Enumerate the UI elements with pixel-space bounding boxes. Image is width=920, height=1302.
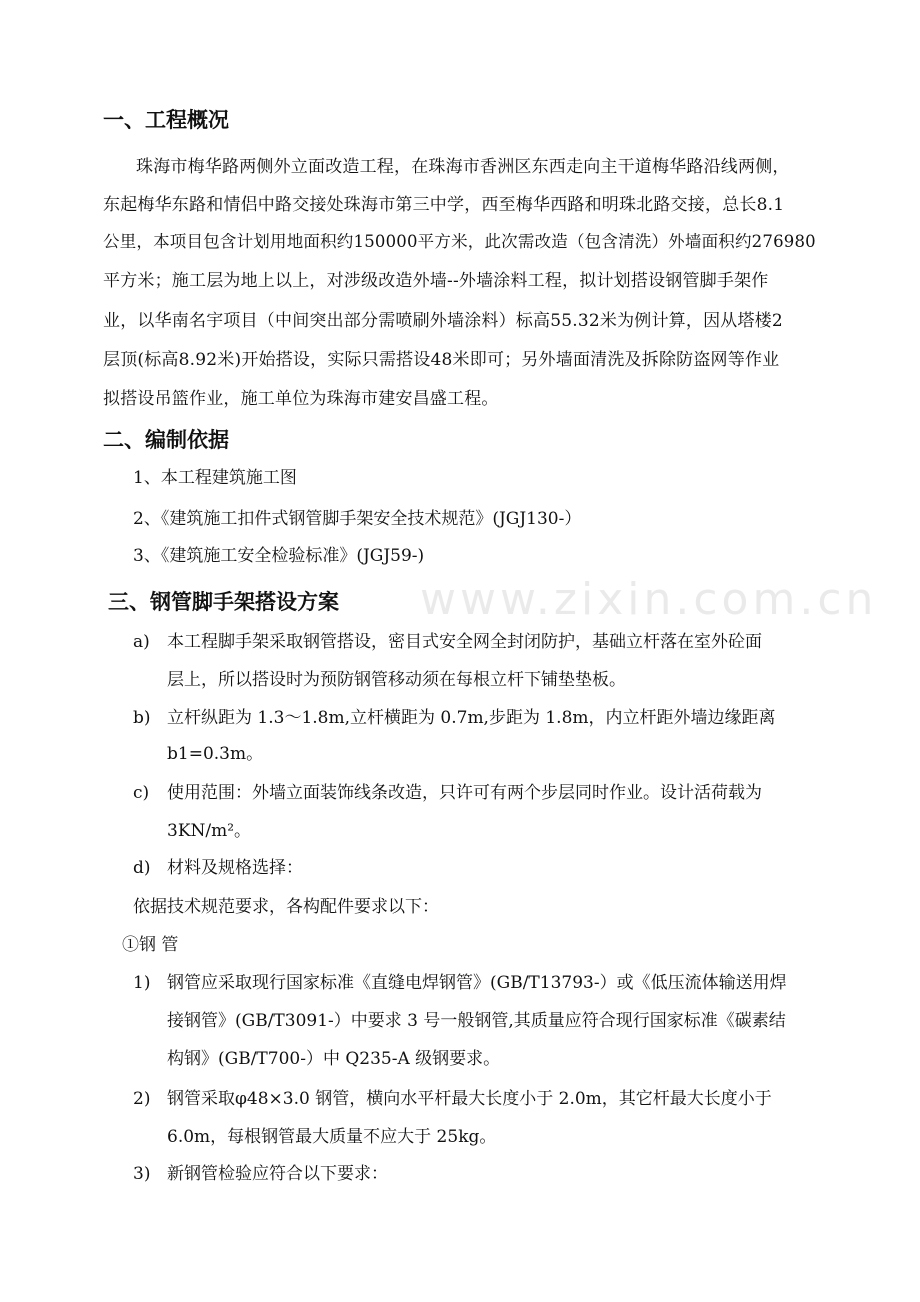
section-1-line: 珠海市梅华路两侧外立面改造工程，在珠海市香洲区东西走向主干道梅华路沿线两侧， xyxy=(136,157,790,177)
item-line: 3KN/m²。 xyxy=(167,821,252,841)
subheading-steel-pipe: ①钢 管 xyxy=(122,935,179,955)
item-label: b) xyxy=(133,708,151,728)
section-1-heading: 一、工程概况 xyxy=(103,108,229,132)
item-line: 材料及规格选择： xyxy=(167,858,303,878)
section-1-line: 平方米；施工层为地上以上，对涉级改造外墙--外墙涂料工程，拟计划搭设钢管脚手架作 xyxy=(103,271,769,291)
numbered-line: 新钢管检验应符合以下要求： xyxy=(167,1164,388,1184)
numbered-label: 1) xyxy=(133,973,151,993)
section-1-line: 业，以华南名宇项目（中间突出部分需喷刷外墙涂料）标高55.32米为例计算，因从塔楼2 xyxy=(103,311,783,331)
numbered-line: 接钢管》(GB/T3091-）中要求 3 号一般钢管,其质量应符合现行国家标准《碳素结 xyxy=(167,1011,786,1031)
item-label: d) xyxy=(133,858,151,878)
item-line: 立杆纵距为 1.3～1.8m,立杆横距为 0.7m,步距为 1.8m，内立杆距外墙边缘距离 xyxy=(167,708,776,728)
section-2-heading: 二、编制依据 xyxy=(103,428,229,452)
numbered-label: 2) xyxy=(133,1089,151,1109)
reference-item: 1、本工程建筑施工图 xyxy=(133,468,297,488)
numbered-line: 钢管应采取现行国家标准《直缝电焊钢管》(GB/T13793-）或《低压流体输送用焊 xyxy=(167,973,787,993)
section-3-heading: 三、钢管脚手架搭设方案 xyxy=(108,590,339,614)
reference-item: 2、《建筑施工扣件式钢管脚手架安全技术规范》(JGJ130-） xyxy=(133,509,582,529)
numbered-label: 3) xyxy=(133,1164,151,1184)
section-1-line: 公里，本项目包含计划用地面积约150000平方米，此次需改造（包含清洗）外墙面积约276980 xyxy=(103,232,816,251)
section-1-line: 东起梅华东路和情侣中路交接处珠海市第三中学，西至梅华西路和明珠北路交接，总长8.1 xyxy=(103,195,785,215)
numbered-line: 钢管采取φ48×3.0 钢管，横向水平杆最大长度小于 2.0m，其它杆最大长度小于 xyxy=(167,1089,772,1109)
numbered-line: 6.0m，每根钢管最大质量不应大于 25kg。 xyxy=(167,1127,497,1147)
reference-item: 3、《建筑施工安全检验标准》(JGJ59-) xyxy=(133,546,425,566)
watermark: www.zixin.com.cn xyxy=(420,574,878,625)
item-line: 层上，所以搭设时为预防钢管移动须在每根立杆下铺垫垫板。 xyxy=(167,670,626,690)
item-label: c) xyxy=(133,783,150,803)
item-line: 本工程脚手架采取钢管搭设，密目式安全网全封闭防护，基础立杆落在室外砼面 xyxy=(167,632,762,652)
item-label: a) xyxy=(133,632,150,652)
item-line: b1=0.3m。 xyxy=(167,744,264,764)
section-1-line: 层顶(标高8.92米)开始搭设，实际只需搭设48米即可；另外墙面清洗及拆除防盗网等作业 xyxy=(103,350,780,370)
item-line: 使用范围：外墙立面装饰线条改造，只许可有两个步层同时作业。设计活荷载为 xyxy=(167,783,762,803)
numbered-line: 构钢》(GB/T700-）中 Q235-A 级钢要求。 xyxy=(167,1049,501,1069)
requirements-intro: 依据技术规范要求，各构配件要求以下： xyxy=(133,897,439,917)
section-1-line: 拟搭设吊篮作业，施工单位为珠海市建安昌盛工程。 xyxy=(103,389,499,409)
